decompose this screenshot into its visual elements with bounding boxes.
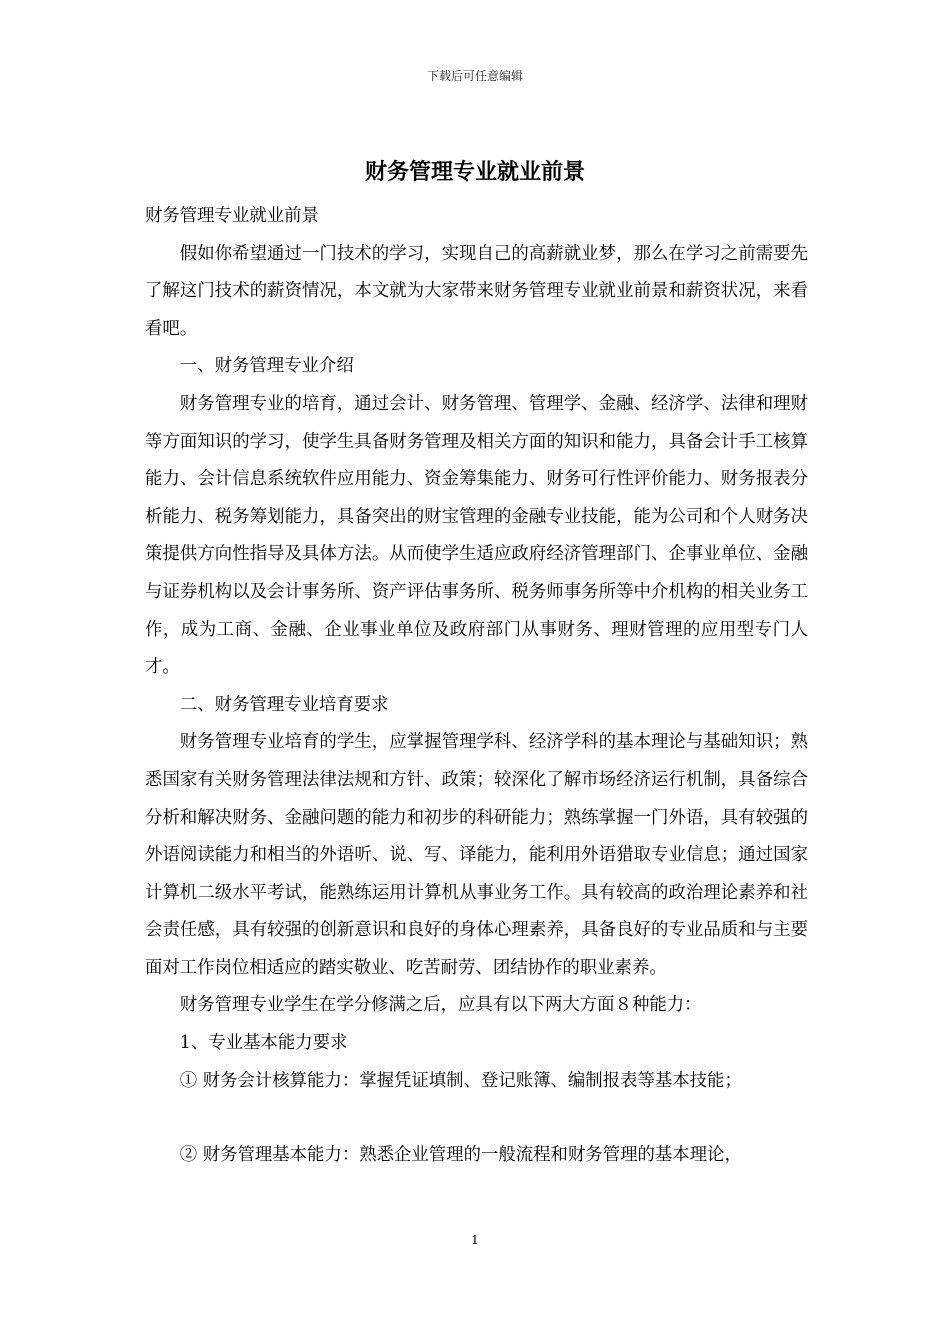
requirements-paragraph: 财务管理专业培育的学生，应掌握管理学科、经济学科的基本理论与基础知识；熟悉国家有关财务管理法律法规和方针、政策；较深化了解市场经济运行机制，具备综合分析和解决财务、金融问题的能力和初步的科研能力；熟练掌握一门外语，具有较强的外语阅读能力和相当的外语听、说、写、译能力，能利用外语猎取专业信息；通过国家计算机二级水平考试，能熟练运用计算机从事业务工作。具有较高的政治理论素养和社会责任感，具有较强的创新意识和良好的身体心理素养，具备良好的专业品质和与主要面对工作岗位相适应的踏实敬业、吃苦耐劳、团结协作的职业素养。 <box>145 732 808 978</box>
introduction-paragraph: 财务管理专业的培育，通过会计、财务管理、管理学、金融、经济学、法律和理财等方面知识的学习，使学生具备财务管理及相关方面的知识和能力，具备会计手工核算能力、会计信息系统软件应用能力、资金筹集能力、财务可行性评价能力、财务报表分析能力、税务筹划能力，具备突出的财宝管理的金融专业技能，能为公司和个人财务决策提供方向性指导及具体方法。从而使学生适应政府经济管理部门、企事业单位、金融与证券机构以及会计事务所、资产评估事务所、税务师事务所等中介机构的相关业务工作，成为工商、金融、企业事业单位及政府部门从事财务、理财管理的应用型专门人才。 <box>145 393 808 678</box>
list-item-accounting-ability: ① 财务会计核算能力：掌握凭证填制、登记账簿、编制报表等基本技能； <box>179 1070 742 1091</box>
subsection-heading-basic-abilities: 1、专业基本能力要求 <box>179 1033 348 1054</box>
paragraph-gap <box>145 1100 808 1137</box>
intro-paragraph: 假如你希望通过一门技术的学习，实现自己的高薪就业梦，那么在学习之前需要先了解这门技术的薪资情况，本文就为大家带来财务管理专业就业前景和薪资状况，来看看吧。 <box>145 243 808 339</box>
list-item-management-ability: ② 财务管理基本能力：熟悉企业管理的一般流程和财务管理的基本理论， <box>179 1145 742 1166</box>
document-subtitle: 财务管理专业就业前景 <box>145 206 319 226</box>
section-heading-requirements: 二、财务管理专业培育要求 <box>179 694 389 715</box>
abilities-summary: 财务管理专业学生在学分修满之后，应具有以下两大方面８种能力： <box>179 995 702 1016</box>
document-title: 财务管理专业就业前景 <box>364 159 585 185</box>
document-body <box>145 198 808 1175</box>
header-note: 下载后可任意编辑 <box>426 69 523 83</box>
section-heading-introduction: 一、财务管理专业介绍 <box>179 356 354 377</box>
page-number: 1 <box>471 1233 479 1247</box>
